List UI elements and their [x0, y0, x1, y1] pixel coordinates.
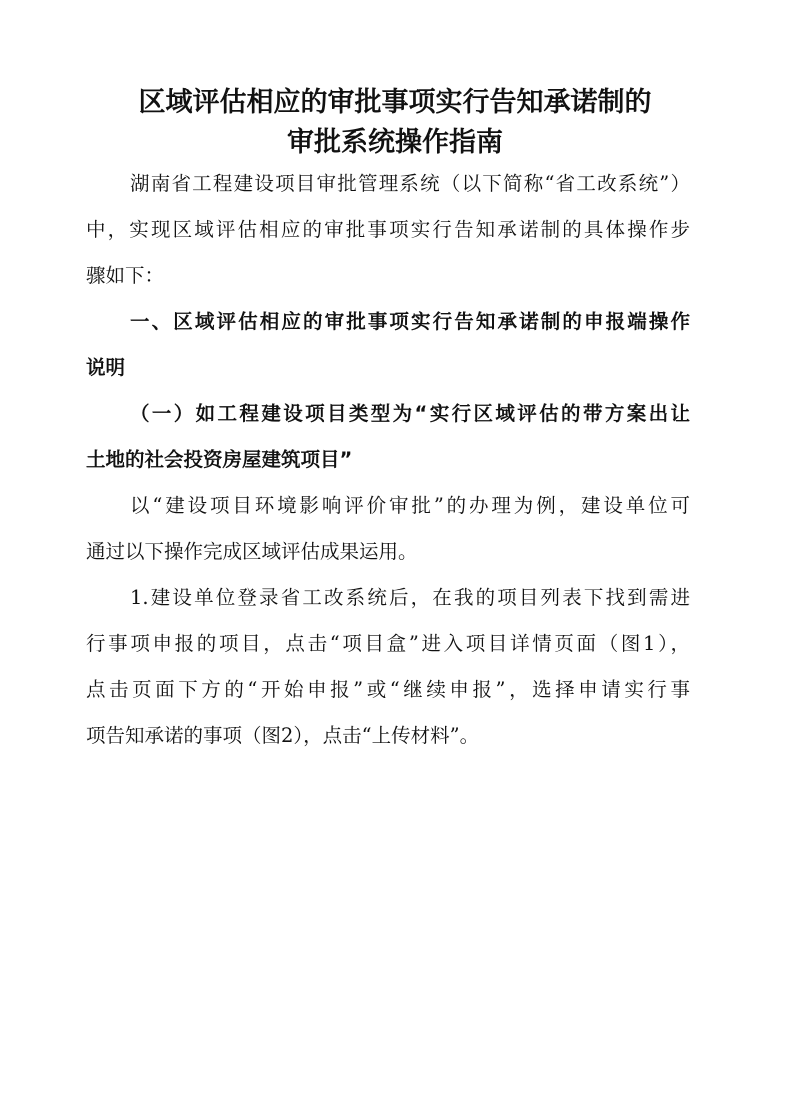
- intro-line-3: 骤如下：: [86, 264, 165, 287]
- intro-line-1: 湖南省工程建设项目审批管理系统（以下简称“省工改系统”）: [130, 172, 690, 195]
- step1-line-4: 项告知承诺的事项（图2），点击“上传材料”。: [86, 724, 480, 747]
- intro-line-2: 中，实现区域评估相应的审批事项实行告知承诺制的具体操作步: [86, 218, 690, 241]
- document-title-line-1: 区域评估相应的审批事项实行告知承诺制的: [138, 87, 652, 118]
- subsection-heading-line-1: （一）如工程建设项目类型为“实行区域评估的带方案出让: [130, 402, 690, 425]
- step1-line-1: 1.建设单位登录省工改系统后，在我的项目列表下找到需进: [130, 586, 690, 609]
- step1-line-2: 行事项申报的项目，点击“项目盒”进入项目详情页面（图1），: [86, 632, 690, 655]
- section-heading-line-1: 一、区域评估相应的审批事项实行告知承诺制的申报端操作: [130, 310, 690, 333]
- section-heading-line-2: 说明: [86, 356, 126, 379]
- step1-line-3: 点击页面下方的“开始申报”或“继续申报”，选择申请实行事: [86, 678, 690, 701]
- document-title-line-2: 审批系统操作指南: [287, 127, 503, 158]
- example-line-1: 以“建设项目环境影响评价审批”的办理为例，建设单位可: [130, 494, 690, 517]
- subsection-heading-line-2: 土地的社会投资房屋建筑项目”: [86, 448, 353, 471]
- example-line-2: 通过以下操作完成区域评估成果运用。: [86, 540, 418, 563]
